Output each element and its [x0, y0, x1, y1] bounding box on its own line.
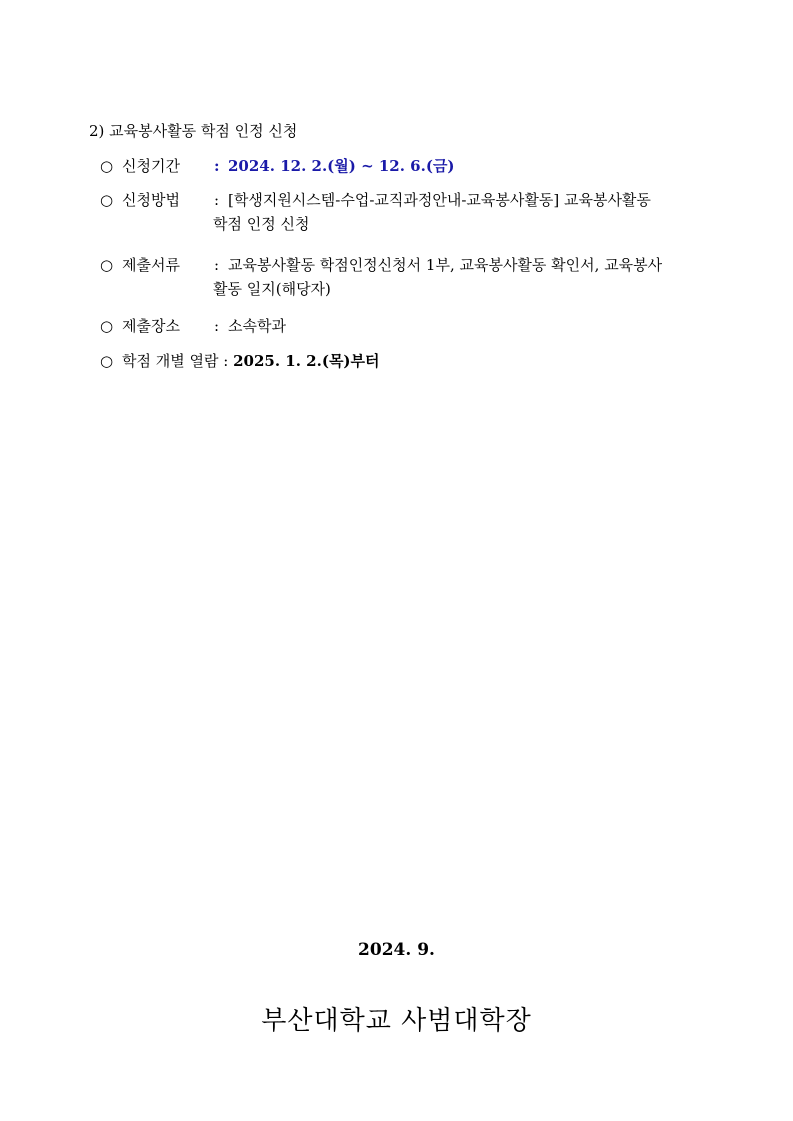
item-colon: :	[214, 256, 220, 274]
item-value: 소속학과	[228, 317, 286, 335]
bullet-icon: ○	[100, 317, 114, 335]
list-item-application-method	[100, 188, 740, 236]
bullet-icon: ○	[100, 157, 114, 175]
list-item-application-period	[100, 154, 740, 178]
document-date: 2024. 9.	[358, 940, 435, 960]
item-value: 2024. 12. 2.(월) ~ 12. 6.(금)	[228, 157, 455, 175]
item-value-continued: 활동 일지(해당자)	[213, 280, 331, 298]
item-label: 제출장소	[122, 317, 180, 335]
list-item-submission-place	[100, 314, 740, 338]
item-colon: :	[214, 191, 220, 209]
bullet-icon: ○	[100, 191, 114, 209]
item-colon-mark: :	[223, 352, 229, 370]
signature: 부산대학교 사범대학장	[261, 1006, 532, 1036]
item-colon: :	[214, 157, 220, 175]
bullet-icon: ○	[100, 256, 114, 274]
item-label: 신청기간	[122, 157, 180, 175]
item-value: [학생지원시스템-수업-교직과정안내-교육봉사활동] 교육봉사활동	[228, 191, 651, 209]
item-label: 제출서류	[122, 256, 180, 274]
list-item-required-documents	[100, 253, 740, 301]
item-label: 학점 개별 열람	[122, 352, 219, 370]
list-item-credit-viewing	[100, 349, 740, 373]
item-value: 교육봉사활동 학점인정신청서 1부, 교육봉사활동 확인서, 교육봉사	[228, 256, 663, 274]
item-label: 신청방법	[122, 191, 180, 209]
bullet-icon: ○	[100, 352, 114, 370]
section-title: 2) 교육봉사활동 학점 인정 신청	[89, 122, 298, 140]
item-value-continued: 학점 인정 신청	[213, 215, 310, 233]
item-colon: :	[214, 317, 220, 335]
item-value: 2025. 1. 2.(목)부터	[233, 352, 380, 370]
